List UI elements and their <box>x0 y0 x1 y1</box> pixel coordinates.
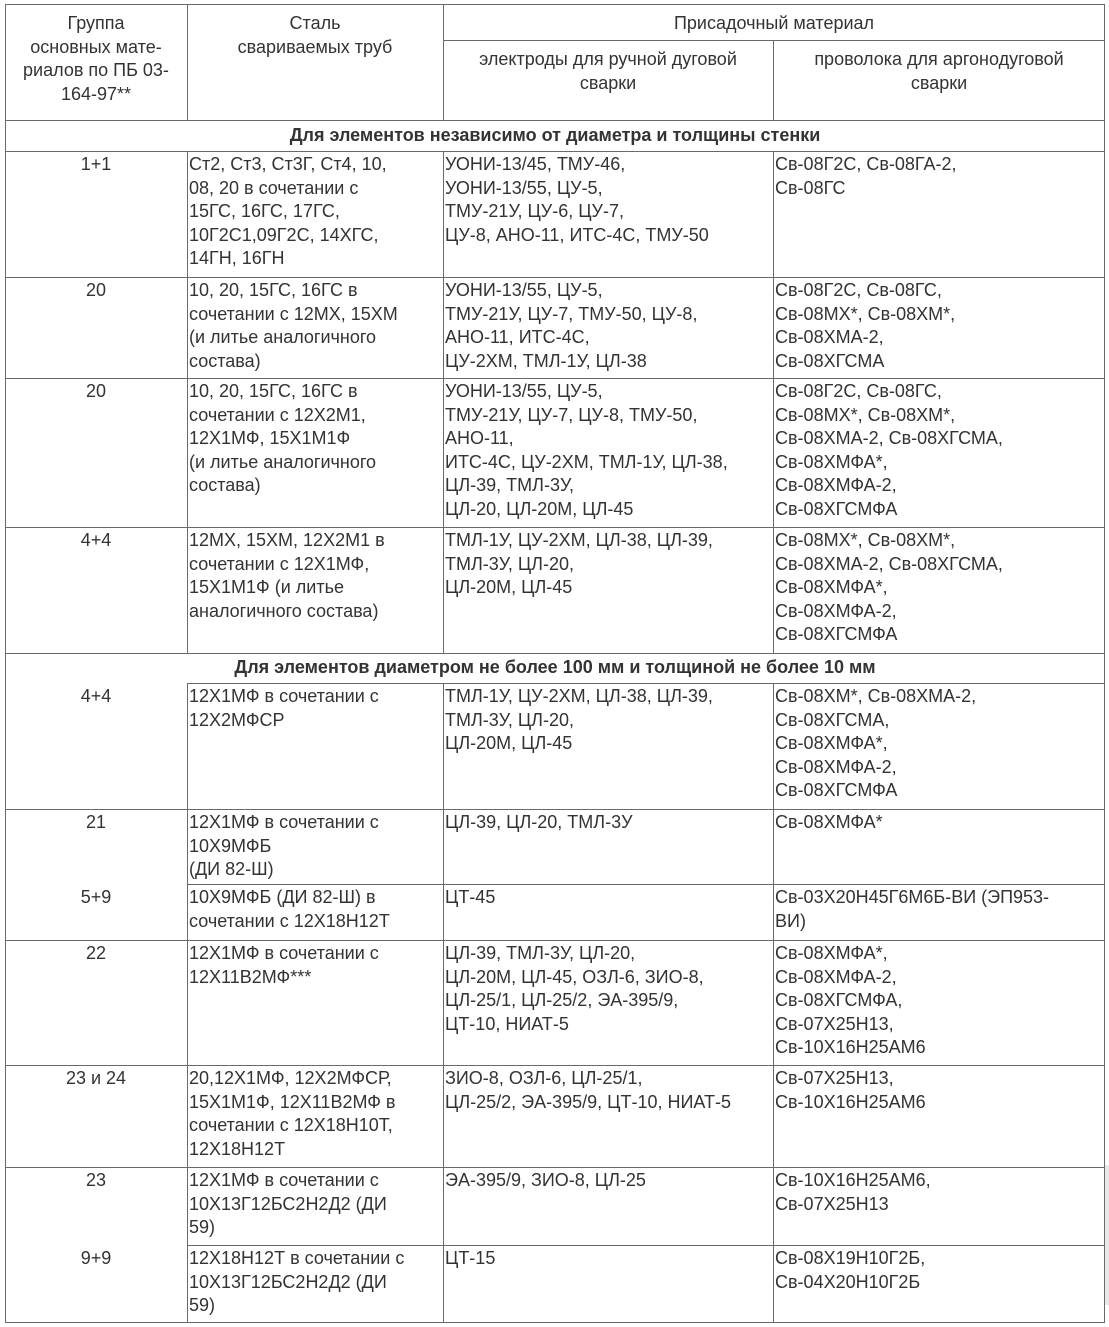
col-divider-3 <box>773 40 774 120</box>
group-cell: 23 и 24 <box>65 1068 127 1088</box>
wire-cell: Св-03Х20Н45Г6М6Б-ВИ (ЭП953- ВИ) <box>775 887 1050 931</box>
table-row <box>5 884 1105 940</box>
border-left <box>5 4 6 1323</box>
section-heading: Для элементов диаметром не более 100 мм и толщиной не более 10 мм <box>234 657 876 677</box>
group-cell: 9+9 <box>80 1248 112 1268</box>
group-cell: 5+9 <box>80 887 112 907</box>
border-top <box>5 4 1105 5</box>
row-divider <box>5 527 1105 528</box>
group-cell: 4+4 <box>80 686 112 706</box>
wire-cell: Св-08МХ*, Св-08ХМ*, Св-08ХМА-2, Св-08ХГСМА, Св-08ХМФА*, Св-08ХМФА-2, Св-08ХГСМФА <box>775 530 1003 644</box>
table-row <box>5 277 1105 378</box>
border-right <box>1104 4 1105 1323</box>
steel-cell: 10Х9МФБ (ДИ 82-Ш) в сочетании с 12Х18Н12Т <box>189 887 390 931</box>
group-cell: 4+4 <box>80 530 112 550</box>
steel-cell: 10, 20, 15ГС, 16ГС в сочетании с 12Х2М1, 12Х1МФ, 15Х1М1Ф (и литье аналогичного состава) <box>189 381 377 495</box>
steel-cell: 12Х1МФ в сочетании с 12Х11В2МФ*** <box>189 943 379 987</box>
header-steel: Сталь свариваемых труб <box>237 13 393 57</box>
electrodes-cell: ТМЛ-1У, ЦУ-2ХМ, ЦЛ-38, ЦЛ-39, ТМЛ-3У, ЦЛ-20, ЦЛ-20М, ЦЛ-45 <box>445 530 713 597</box>
wire-cell: Св-08Г2С, Св-08ГС, Св-08МХ*, Св-08ХМ*, Св-08ХМА-2, Св-08ХГСМА, Св-08ХМФА*, Св-08ХМФА-2, Св-08ХГСМФА <box>775 381 1003 519</box>
row-divider <box>5 809 1105 810</box>
electrodes-cell: ЭА-395/9, ЗИО-8, ЦЛ-25 <box>445 1170 646 1190</box>
steel-cell: Ст2, Ст3, Ст3Г, Ст4, 10, 08, 20 в сочетании с 15ГС, 16ГС, 17ГС, 10Г2С1,09Г2С, 14ХГС, 14ГН, 16ГН <box>189 154 387 268</box>
group-cell: 21 <box>85 812 107 832</box>
electrodes-cell: ЦЛ-39, ЦЛ-20, ТМЛ-3У <box>445 812 633 832</box>
table-row <box>5 151 1105 277</box>
header-filler-material: Присадочный материал <box>673 13 875 33</box>
table-row <box>5 683 1105 809</box>
electrodes-cell: ЦЛ-39, ТМЛ-3У, ЦЛ-20, ЦЛ-20М, ЦЛ-45, ОЗЛ-6, ЗИО-8, ЦЛ-25/1, ЦЛ-25/2, ЭА-395/9, ЦТ-10, НИАТ-5 <box>445 943 704 1034</box>
border-bottom <box>5 1322 1105 1323</box>
row-divider <box>187 1245 1104 1246</box>
col-divider-3 <box>773 683 774 1322</box>
col-divider-1 <box>187 151 188 653</box>
wire-cell: Св-08ХМ*, Св-08ХМА-2, Св-08ХГСМА, Св-08ХМФА*, Св-08ХМФА-2, Св-08ХГСМФА <box>775 686 977 800</box>
table-row <box>5 940 1105 1065</box>
col-divider-1 <box>187 683 188 1322</box>
steel-cell: 12МХ, 15ХМ, 12Х2М1 в сочетании с 12Х1МФ, 15Х1М1Ф (и литье аналогичного состава) <box>189 530 385 621</box>
col-divider-3 <box>773 151 774 653</box>
electrodes-cell: ЦТ-15 <box>445 1248 496 1268</box>
wire-cell: Св-07Х25Н13, Св-10Х16Н25АМ6 <box>775 1068 926 1112</box>
col-divider-2 <box>443 683 444 1322</box>
steel-cell: 20,12Х1МФ, 12Х2МФСР, 15Х1М1Ф, 12Х11В2МФ в сочетании с 12Х18Н10Т, 12Х18Н12Т <box>189 1068 396 1159</box>
table-row <box>5 378 1105 527</box>
header-electrodes: электроды для ручной дуговой сварки <box>479 49 737 93</box>
col-divider-2 <box>443 151 444 653</box>
table-row <box>5 809 1105 884</box>
wire-cell: Св-08Х19Н10Г2Б, Св-04Х20Н10Г2Б <box>775 1248 926 1292</box>
group-cell: 20 <box>85 381 107 401</box>
table-row <box>5 1167 1105 1245</box>
wire-cell: Св-10Х16Н25АМ6, Св-07Х25Н13 <box>775 1170 931 1214</box>
section-2-bottom <box>187 683 1104 684</box>
row-divider <box>187 884 1104 885</box>
header-bottom <box>5 120 1105 121</box>
electrodes-cell: ЗИО-8, ОЗЛ-6, ЦЛ-25/1, ЦЛ-25/2, ЭА-395/9, ЦТ-10, НИАТ-5 <box>445 1068 732 1112</box>
col-divider-2 <box>443 4 444 120</box>
steel-cell: 10, 20, 15ГС, 16ГС в сочетании с 12МХ, 15ХМ (и литье аналогичного состава) <box>189 280 398 371</box>
section-heading: Для элементов независимо от диаметра и толщины стенки <box>289 125 821 145</box>
row-divider <box>5 378 1105 379</box>
col-divider-1 <box>187 4 188 120</box>
wire-cell: Св-08Г2С, Св-08ГС, Св-08МХ*, Св-08ХМ*, Св-08ХМА-2, Св-08ХГСМА <box>775 280 956 371</box>
table-row <box>5 527 1105 653</box>
group-cell: 20 <box>85 280 107 300</box>
table-row <box>5 1065 1105 1167</box>
row-divider <box>5 940 1105 941</box>
group-cell: 23 <box>85 1170 107 1190</box>
wire-cell: Св-08Г2С, Св-08ГА-2, Св-08ГС <box>775 154 957 198</box>
row-divider <box>5 277 1105 278</box>
steel-cell: 12Х1МФ в сочетании с 10Х9МФБ (ДИ 82-Ш) <box>189 812 379 879</box>
section-1-bottom <box>5 151 1105 152</box>
electrodes-cell: УОНИ-13/45, ТМУ-46, УОНИ-13/55, ЦУ-5, ТМУ-21У, ЦУ-6, ЦУ-7, ЦУ-8, АНО-11, ИТС-4С, ТМУ-50 <box>445 154 709 245</box>
header-group: Группа основных мате- риалов по ПБ 03- 164-97** <box>23 13 169 104</box>
electrodes-cell: ТМЛ-1У, ЦУ-2ХМ, ЦЛ-38, ЦЛ-39, ТМЛ-3У, ЦЛ-20, ЦЛ-20М, ЦЛ-45 <box>445 686 713 753</box>
page-edge-strip <box>1105 1165 1109 1305</box>
electrodes-cell: УОНИ-13/55, ЦУ-5, ТМУ-21У, ЦУ-7, ТМУ-50, ЦУ-8, АНО-11, ИТС-4С, ЦУ-2ХМ, ТМЛ-1У, ЦЛ-38 <box>445 280 698 371</box>
electrodes-cell: ЦТ-45 <box>445 887 496 907</box>
steel-cell: 12Х1МФ в сочетании с 12Х2МФСР <box>189 686 379 730</box>
table-row <box>5 1245 1105 1323</box>
row-divider <box>5 1167 1105 1168</box>
group-cell: 22 <box>85 943 107 963</box>
steel-cell: 12Х1МФ в сочетании с 10Х13Г12БС2Н2Д2 (ДИ 59) <box>189 1170 387 1237</box>
header-wire: проволока для аргонодуговой сварки <box>814 49 1064 93</box>
electrodes-cell: УОНИ-13/55, ЦУ-5, ТМУ-21У, ЦУ-7, ЦУ-8, ТМУ-50, АНО-11, ИТС-4С, ЦУ-2ХМ, ТМЛ-1У, ЦЛ-38, ЦЛ-39, ТМЛ-3У, ЦЛ-20, ЦЛ-20М, ЦЛ-45 <box>445 381 728 519</box>
welding-materials-table <box>5 4 1105 1323</box>
wire-cell: Св-08ХМФА* <box>775 812 883 832</box>
row-divider <box>5 1065 1105 1066</box>
wire-cell: Св-08ХМФА*, Св-08ХМФА-2, Св-08ХГСМФА, Св-07Х25Н13, Св-10Х16Н25АМ6 <box>775 943 926 1057</box>
row-divider <box>5 653 1105 654</box>
steel-cell: 12Х18Н12Т в сочетании с 10Х13Г12БС2Н2Д2 (ДИ 59) <box>189 1248 405 1315</box>
group-cell: 1+1 <box>80 154 112 174</box>
